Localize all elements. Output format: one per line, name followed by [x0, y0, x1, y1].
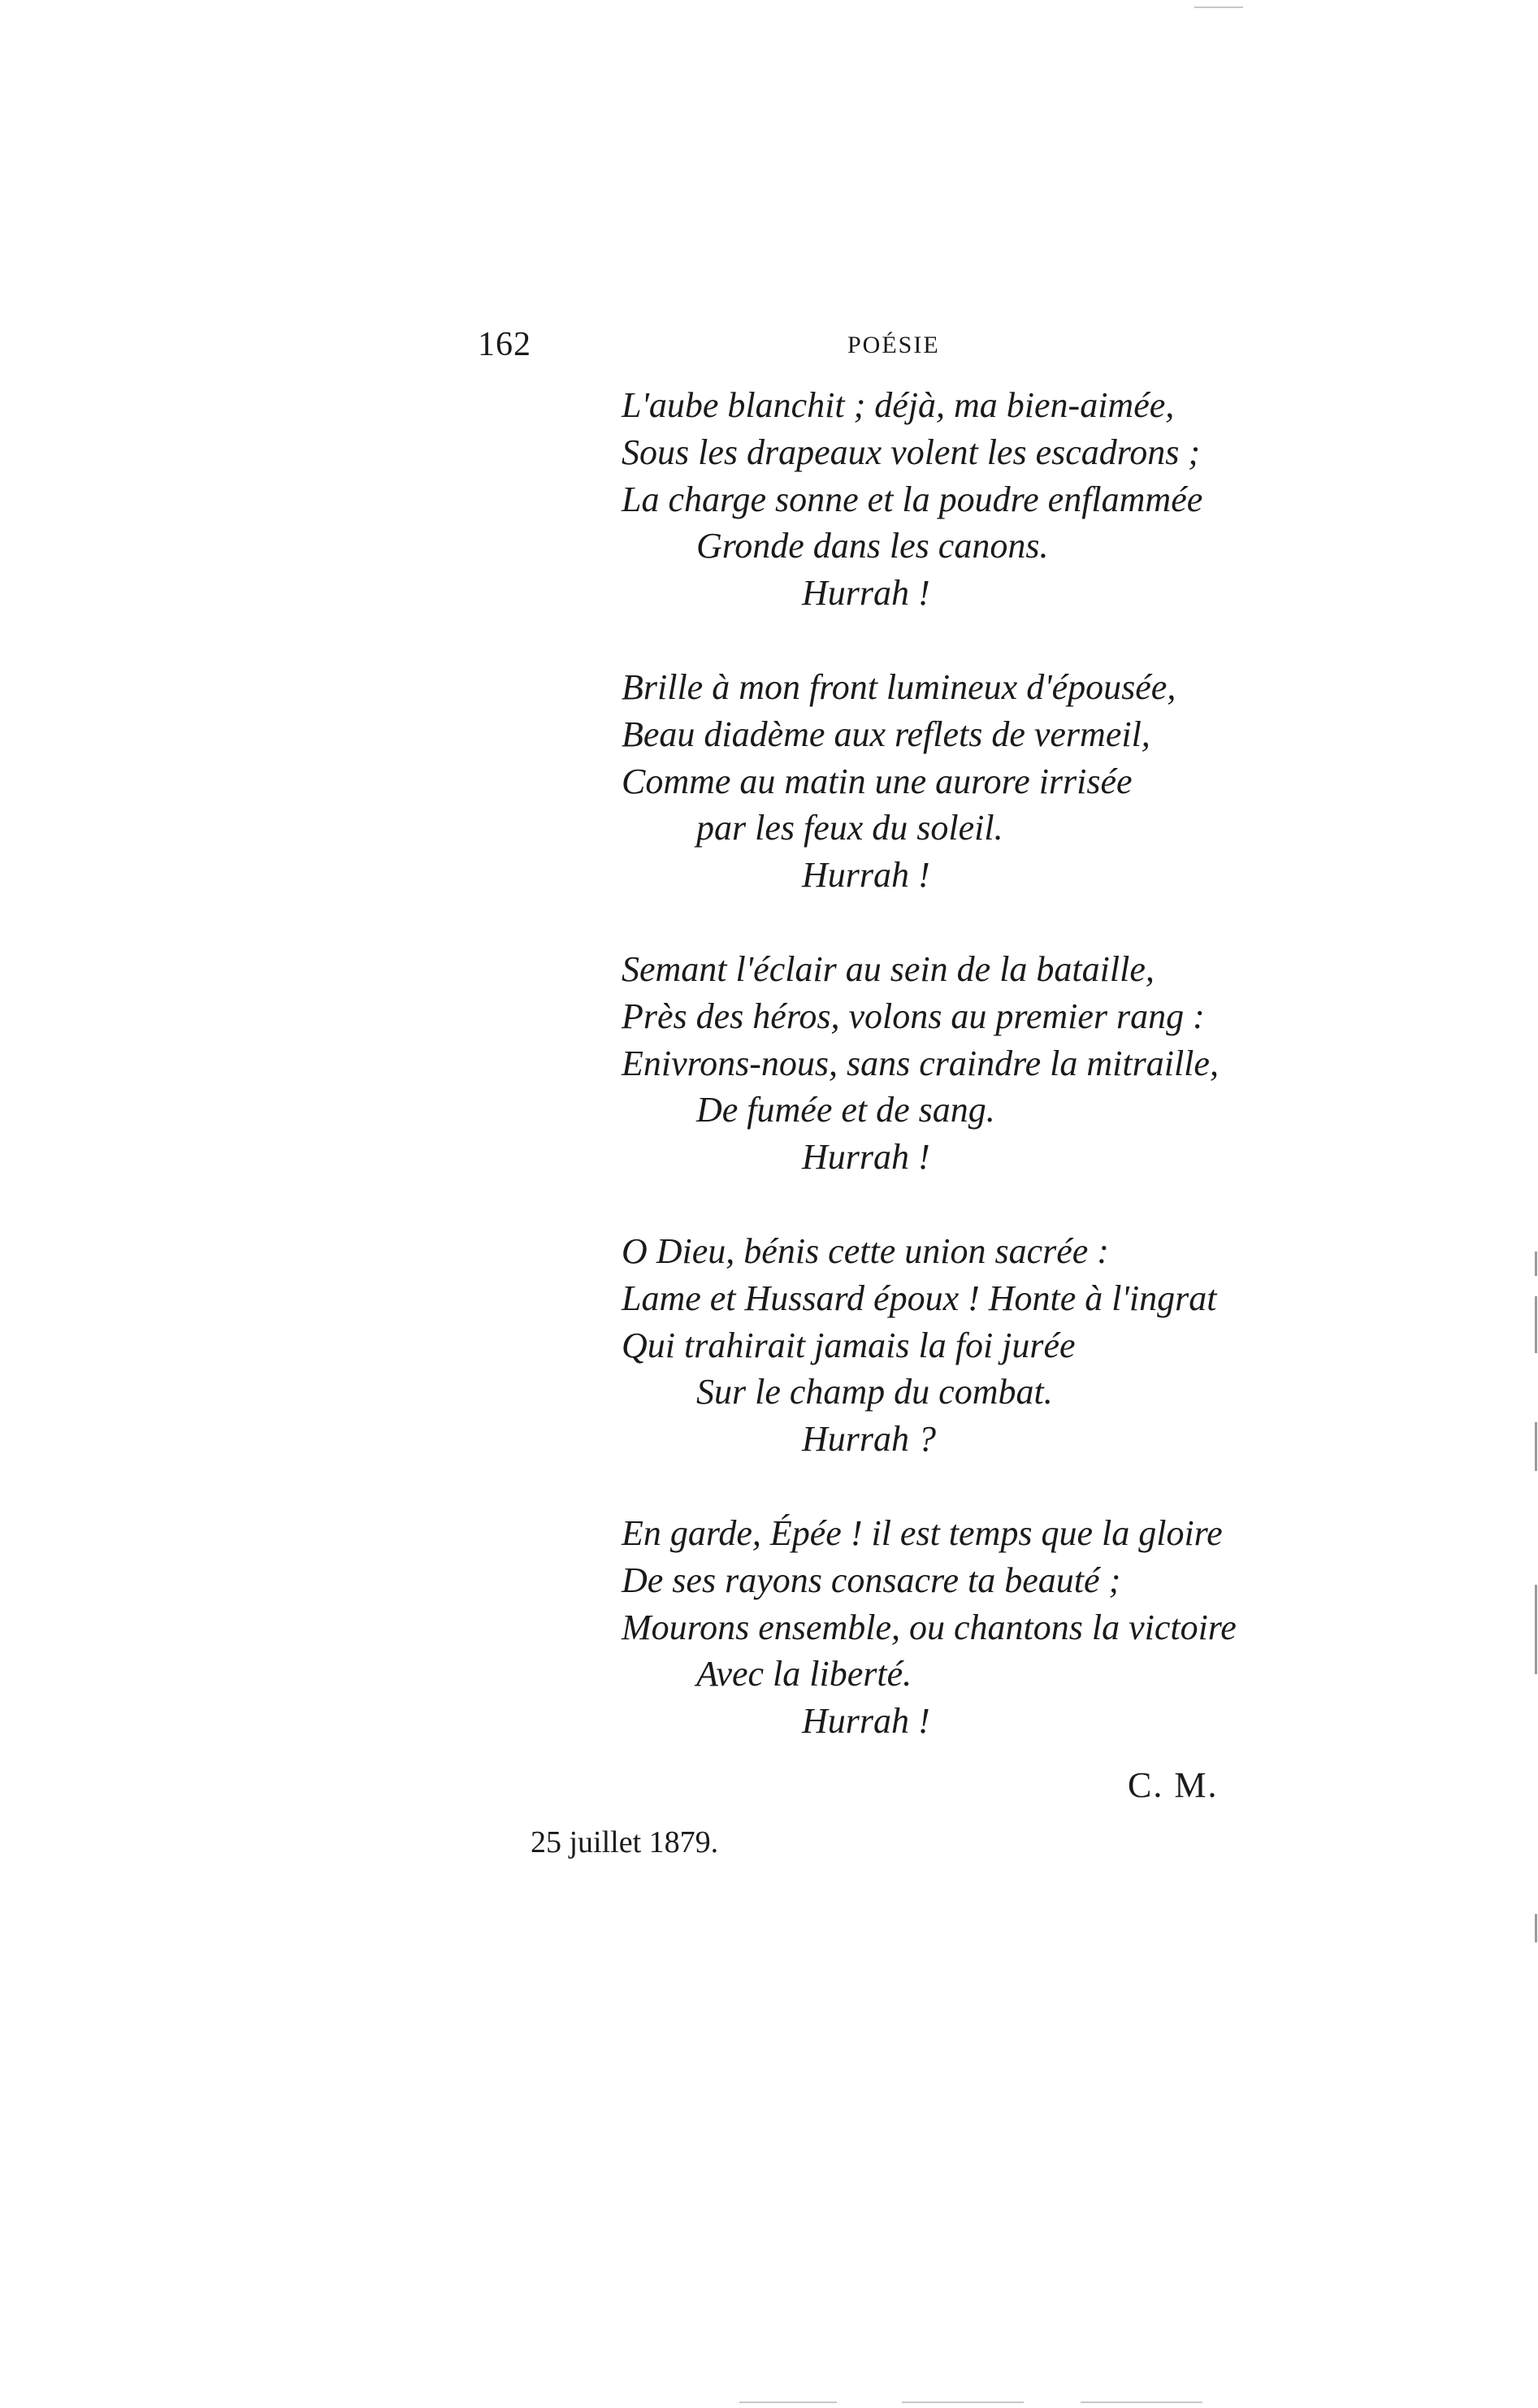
- refrain-line: Hurrah !: [802, 855, 930, 896]
- signature: C. M.: [1128, 1765, 1219, 1805]
- stanza: [622, 382, 1434, 617]
- verse-line: Comme au matin une aurore irrisée: [622, 761, 1133, 801]
- page-number: 162: [478, 326, 531, 363]
- verse-line: Sous les drapeaux volent les escadrons ;: [622, 432, 1201, 472]
- bottom-edge-rule: [739, 2401, 837, 2403]
- stanza: [622, 664, 1434, 899]
- stanza: [622, 1510, 1434, 1745]
- verse-line: Brille à mon front lumineux d'épousée,: [622, 666, 1176, 707]
- verse-line: L'aube blanchit ; déjà, ma bien-aimée,: [622, 385, 1175, 425]
- verse-line: Sur le champ du combat.: [696, 1372, 1053, 1412]
- margin-mark: [1535, 1585, 1537, 1674]
- margin-mark: [1535, 1296, 1537, 1353]
- date-line: 25 juillet 1879.: [531, 1825, 719, 1859]
- verse-line: O Dieu, bénis cette union sacrée :: [622, 1230, 1109, 1271]
- margin-mark: [1535, 1252, 1537, 1276]
- verse-line: De fumée et de sang.: [696, 1090, 995, 1130]
- verse-line: En garde, Épée ! il est temps que la gloire: [622, 1512, 1223, 1553]
- verse-line: Gronde dans les canons.: [696, 526, 1049, 566]
- refrain-line: Hurrah !: [802, 1137, 930, 1178]
- bottom-edge-rule: [1081, 2401, 1202, 2403]
- verse-line: Enivrons-nous, sans craindre la mitraille,: [622, 1043, 1219, 1083]
- refrain-line: Hurrah !: [802, 1701, 930, 1742]
- verse-line: Près des héros, volons au premier rang :: [622, 996, 1205, 1036]
- refrain-line: Hurrah !: [802, 573, 930, 614]
- verse-line: Semant l'éclair au sein de la bataille,: [622, 948, 1155, 989]
- verse-line: De ses rayons consacre ta beauté ;: [622, 1560, 1121, 1600]
- verse-line: La charge sonne et la poudre enflammée: [622, 479, 1203, 519]
- stanza: [622, 946, 1434, 1181]
- poem: [622, 382, 1434, 1792]
- running-head: POÉSIE: [847, 332, 940, 358]
- margin-mark: [1535, 1422, 1537, 1471]
- margin-mark: [1535, 1914, 1537, 1942]
- bottom-edge-rule: [902, 2401, 1024, 2403]
- verse-line: Beau diadème aux reflets de vermeil,: [622, 714, 1150, 754]
- verse-line: Qui trahirait jamais la foi jurée: [622, 1325, 1076, 1365]
- verse-line: Avec la liberté.: [696, 1654, 912, 1694]
- verse-line: Lame et Hussard époux ! Honte à l'ingrat: [622, 1278, 1217, 1318]
- verse-line: Mourons ensemble, ou chantons la victoire: [622, 1607, 1237, 1647]
- refrain-line: Hurrah ?: [802, 1419, 937, 1460]
- stanza: [622, 1228, 1434, 1463]
- top-edge-rule: [1194, 7, 1243, 8]
- verse-line: par les feux du soleil.: [696, 808, 1003, 848]
